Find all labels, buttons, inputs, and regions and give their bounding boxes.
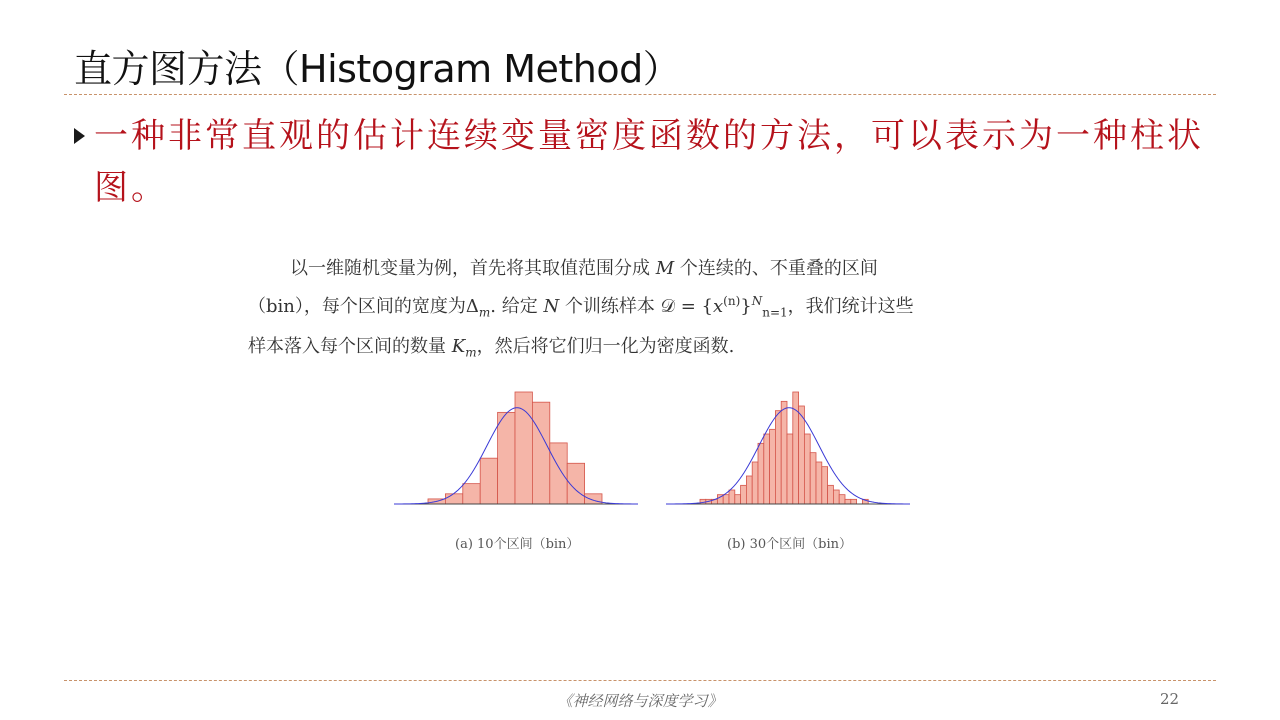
histogram-bar — [463, 484, 480, 504]
histogram-bar — [746, 476, 752, 504]
histogram-bar — [787, 434, 793, 504]
histogram-bar — [804, 434, 810, 504]
bullet-point — [74, 110, 1214, 214]
histogram-bar — [833, 490, 839, 504]
caption-10-bins: (a) 10个区间（bin） — [455, 537, 580, 552]
histogram-bar — [810, 453, 816, 504]
histogram-bar — [816, 462, 822, 504]
footer-book-title: 《神经网络与深度学习》 — [557, 692, 723, 710]
histogram-bar — [498, 412, 515, 504]
histogram-bar — [735, 495, 741, 504]
footer-divider — [64, 680, 1216, 681]
histogram-bar — [445, 494, 462, 504]
histogram-bar — [839, 495, 845, 504]
histogram-bar — [515, 392, 532, 504]
histogram-bar — [585, 494, 602, 504]
book-excerpt — [248, 252, 968, 369]
histogram-30-bins — [664, 378, 914, 508]
histogram-10-bins — [392, 378, 642, 508]
caption-30-bins: (b) 30个区间（bin） — [727, 537, 852, 552]
slide-title: 直方图方法（Histogram Method） — [74, 47, 681, 91]
bullet-text: 一种非常直观的估计连续变量密度函数的方法，可以表示为一种柱状图。 — [94, 116, 1204, 208]
histogram-bar — [532, 402, 549, 504]
page-number: 22 — [1160, 690, 1180, 708]
histogram-bar — [770, 429, 776, 504]
title-divider — [64, 94, 1216, 95]
excerpt-line-2: （bin），每个区间的宽度为$\Delta_m$. 给定 N 个训练样本 𝒟 = $\{x^{(n)}\}^N_{n=1}$，我们统计这些 — [248, 294, 914, 320]
histogram-bar — [752, 462, 758, 504]
histogram-bar — [741, 485, 747, 504]
excerpt-line-1: 以一维随机变量为例，首先将其取值范围分成 M 个连续的、不重叠的区间 — [290, 258, 878, 279]
histogram-bar — [822, 467, 828, 504]
histogram-bar — [758, 443, 764, 504]
excerpt-line-3: 样本落入每个区间的数量 $K_m$，然后将它们归一化为密度函数. — [248, 335, 735, 360]
histogram-bar — [550, 443, 567, 504]
histogram-bar — [775, 411, 781, 504]
histogram-bar — [781, 401, 787, 504]
bullet-triangle-icon — [74, 128, 85, 144]
histogram-bar — [480, 458, 497, 504]
histogram-bar — [723, 495, 729, 504]
histogram-bar — [799, 406, 805, 504]
histogram-bar — [828, 485, 834, 504]
histogram-bar — [845, 499, 851, 504]
histogram-bar — [764, 434, 770, 504]
histogram-bar — [729, 490, 735, 504]
histogram-bar — [851, 499, 857, 504]
